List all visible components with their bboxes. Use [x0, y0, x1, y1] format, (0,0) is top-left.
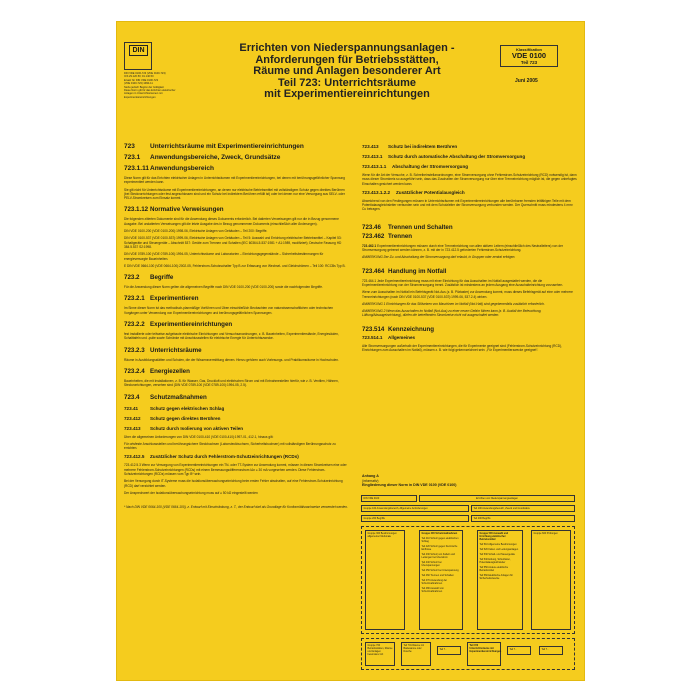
section-heading: [362, 233, 577, 241]
section-title: Handlung im Notfall: [388, 267, 447, 275]
group-box: [477, 530, 523, 630]
diagram-box: Teil 100 Anwendungsbereich, Zweck und Grundsätze: [471, 505, 575, 512]
section-heading: [362, 326, 577, 334]
section-heading: [124, 154, 348, 162]
title-line: Errichten von Niederspannungsanlagen -: [239, 42, 455, 54]
reference: DIN VDE 0789-100 (VDE 0789-100):1994-05, Unterrichtsräume und Laboratorien – Einrichtungsgegenstände – Sicherheitsbestimmungen für energieversorgte Baueinheiten.: [124, 252, 324, 261]
paragraph: [362, 244, 577, 253]
section-heading: [124, 206, 348, 214]
group-item: Teil 530 Schalt- und Steuergeräte: [479, 553, 515, 556]
section-title: Anwendungsbereich: [150, 165, 214, 172]
section-heading: [124, 406, 348, 412]
diagram-box: Errichten von Niederspannungsanlagen: [419, 495, 575, 502]
paragraph: Abweichend von den Festlegungen müssen in Unterrichtsräumen mit Experimentiereinrichtungen alle berührbaren fremden leitfähigen Teile mit dem Potentialausgleichsleiter verbunden sein und mit dem Schutzleiter der Stromversorgung verbunden werden. Der Querschnitt muss mindestens 4 mm² Cu betragen.: [362, 198, 573, 212]
section-number: 723.464: [362, 267, 385, 275]
paragraph: Die folgenden zitierten Dokumente sind für die Anwendung dieses Dokuments erforderlich. Bei datierten Verweisungen gilt nur die in Bezug genommene Ausgabe. Bei undatierten Verweisungen gilt die letzte Ausgabe des in Bezug genommenen Dokuments (einschließlich aller Änderungen).: [124, 217, 339, 226]
section-number: 723.413: [362, 144, 379, 149]
diagram-box: Gruppe 100 Anwendungsbereich, Allgemeine Anforderungen: [361, 505, 469, 512]
section-number: 723.462: [362, 232, 385, 240]
group-box: Gruppe 700 Betriebsstätten, Räume und Anlagen besonderer Art: [365, 642, 395, 666]
issue-date: Juni 2005: [515, 78, 538, 84]
group-title: Gruppe 400 Schutzmaßnahmen: [421, 532, 458, 535]
section-number: 723.412: [124, 415, 141, 421]
reference: E DIN VDE 0664-100 (VDE 0664-100):2002-05, Fehlerstrom-Schutzschalter Typ B zur Erfassung von Wechsel- und Gleichströmen – Teil 100: RCCBs Typ B.: [124, 263, 346, 268]
paragraph: Baueinheiten, die mit Installationen, z. B. für Wasser, Gas, Druckluft und elektrischen Strom und mit Entnahmestellen hierfür, wie z. B. Ventilen, Hähnen, Steckvorrichtungen, versehen sind (DIN VDE 0789-100 (VDE 0789-100):1994-05, 2.5).: [124, 378, 339, 388]
section-heading: [362, 164, 577, 170]
tiny-line: ICS 29.120.50; 91.140.50: [124, 75, 154, 79]
section-title: Begriffe: [150, 274, 174, 282]
group-box: [419, 530, 463, 630]
tiny-line: DIN VDE 0100-723 (VDE 0100-723): [124, 72, 166, 75]
section-number: 723.4: [124, 393, 140, 401]
group-item: Teil 560 Elektrische Anlagen für Sicherheitszwecke: [479, 574, 513, 580]
section-number: 723: [124, 143, 135, 150]
note: ANMERKUNG 2 Wenn das Ausschalten im Notfall (Not-Aus) zu einer neuen Gefahr führen kann (z. B. Ausfall der Beleuchtung, Lüftung/Absaugeinrichtung), dürfen die betreffenden Stromkreise nicht mit ausgeschaltet werden.: [362, 309, 542, 318]
part-box: Teil 7..: [437, 646, 461, 655]
section-number: 723.413: [124, 425, 141, 431]
annex-note: (informativ): [362, 478, 379, 483]
part-box: Teil 7..: [507, 646, 531, 655]
section-title: Schutzmaßnahmen: [150, 393, 207, 401]
group-item: Teil 550 Andere elektrische Betriebsmittel: [479, 566, 509, 572]
classification-part: Teil 723: [520, 60, 538, 65]
annex-heading: [362, 474, 456, 488]
section-heading: [124, 295, 348, 303]
section-number: 723.2.1: [124, 295, 145, 303]
tiny-line: (VDE 0100-723):1990-11: [124, 82, 153, 86]
section-number: 723.2: [124, 274, 140, 282]
section-number: 723.1.12: [124, 206, 149, 214]
document-sheet: [117, 22, 584, 680]
annex-title: Eingliederung dieser Norm in DIN VDE 0100 (VDE 0100): [362, 483, 457, 487]
group-item: Teil 470 Anwendung der Schutzmaßnahmen: [421, 579, 448, 585]
group-item: Teil 510 Allgemeine Bestimmungen: [479, 543, 517, 546]
section-heading: [362, 154, 577, 160]
section-number: 723.41: [124, 405, 139, 411]
note: ANMERKUNG 1 Einrichtungen für das Stillsetzen von Maschinen im Notfall (Not-Halt) sind gegebenenfalls zusätzlich erforderlich.: [362, 301, 545, 306]
group-box: Gruppe 600 Prüfungen: [531, 530, 571, 630]
section-heading: [124, 368, 348, 376]
classification-label: Klassifikation: [515, 47, 542, 52]
tiny-line: Diese Norm gilt für das Errichten elektrischer: [124, 89, 176, 93]
part-box: Teil 7..: [539, 646, 563, 655]
section-number: 723.1.11: [124, 165, 149, 172]
section-title: Anwendungsbereiche, Zweck, Grundsätze: [150, 154, 281, 161]
section-number: 723.514: [362, 325, 385, 333]
section-title: Schutz durch automatische Abschaltung der Stromversorgung: [388, 154, 526, 159]
section-number: 723.2.4: [124, 367, 145, 375]
part-box-highlight: Teil 723 Unterrichtsräume mit Experimentiereinrichtungen: [467, 642, 501, 666]
section-heading: [362, 335, 577, 341]
diagram-box: Gruppe 200 Begriffe: [361, 515, 469, 522]
paragraph: Über die allgemeinen Anforderungen von DIN VDE 0100-410 (VDE 0100-410):1997-01, 412.1, hinaus gilt:: [124, 434, 274, 439]
note: ANMERKUNG Der Zu- und Abschaltung der Stromversorgung darf erlaubt, in Gruppen oder zentral erfolgen.: [362, 255, 516, 260]
section-number: 723.2.2: [124, 321, 145, 329]
section-number: 723.412.5: [124, 454, 145, 460]
diagram-box: DIN VDE 0100: [361, 495, 417, 502]
section-title: Allgemeines: [388, 334, 416, 340]
document-id-block: [124, 72, 194, 99]
section-number: 723.413.1.2.2: [362, 189, 391, 195]
tiny-line: Anlagen in Unterrichtsräumen mit: [124, 92, 163, 96]
section-title: Energiezellen: [150, 367, 190, 375]
paragraph: Bei der Versorgung durch IT-Systeme muss die Isolationsüberwachungseinrichtung beim ersten Fehler abschalten, auf eine Fehlerstrom-Schutzeinrichtung (RCD) darf verzichtet werden.: [124, 479, 343, 488]
group-item: Teil 440 Schutz bei Überspannungen: [421, 561, 442, 567]
annex-label: Anhang A: [362, 474, 379, 478]
section-heading: [362, 190, 577, 196]
group-item: Teil 450 Schutz bei Unterspannung: [421, 569, 459, 572]
group-box: Gruppe 300 Bestimmungen allgemeiner Merkmale: [365, 530, 405, 630]
section-title: Kennzeichnung: [388, 325, 435, 333]
title-line: Räume und Anlagen besonderer Art: [253, 65, 441, 77]
section-title: Unterrichtsräume mit Experimentiereinrichtungen: [150, 143, 304, 150]
paragraph: Diese Norm gilt für das Errichten elektrischer Anlagen in Unterrichtsräumen mit Experimentiereinrichtungen, bei denen mit berührungsgefährlicher Spannung experimentiert werden kann.: [124, 176, 345, 185]
group-item: Teil 420 Schutz gegen thermische Einflüsse: [421, 545, 458, 551]
section-heading: [362, 224, 577, 232]
section-title: Zusätzlicher Potentialausgleich: [396, 189, 465, 195]
paragraph: 723.412.5.3 Wenn zur Versorgung von Experimentiereinrichtungen ein TN- oder TT-System zur Anwendung kommt, müssen in diesen Stromkreisen eine oder mehrere Fehlerstrom-Schutzeinrichtungen (RCDs) mit einem Bemessungsdifferenzstrom IΔn ≤ 30 mA vorgesehen werden. Diese Fehlerstrom-Schutzeinrichtungen (RCDs) müssen vom Typ B* sein.: [124, 463, 347, 477]
paragraph-text: Experimentiereinrichtungen müssen durch eine Trenneinrichtung von allen aktiven Leitern (einschließlich des Neutralleiters) von der Stromversorgung getrennt werden können, z. B. mit der in 723.412.5 geforderten Fehlerstrom-Schutzeinrichtung.: [362, 243, 563, 253]
section-title: Experimentieren: [150, 295, 199, 303]
group-item: Teil 480 Auswahl von Schutzmaßnahmen: [421, 587, 444, 593]
section-heading: [362, 144, 577, 150]
group-item: Teil 430 Schutz von Kabeln und Leitungen bei Überstrom: [421, 553, 455, 559]
paragraph: 723.464.1 Jede Experimentiereinrichtung muss mit einer Einrichtung für das Ausschalten im Notfall ausgestattet werden, die die Experimentiereinrichtung von der Stromversorgung trennt. Zusätzlich ist mindestens an jedem Ausgang eine Ausschalteinrichtung vorzusehen.: [362, 278, 564, 287]
din-logo: DIN: [129, 45, 148, 56]
group-item: Teil 520 Kabel- und Leitungsanlagen: [479, 548, 519, 551]
section-number: 723.46: [362, 223, 381, 231]
tiny-line: Experimentiereinrichtungen: [124, 95, 156, 99]
group-item: Teil 410 Schutz gegen elektrischen Schlag: [421, 537, 459, 543]
group-item: Teil 540 Erdung, Schutzleiter, Potentialausgleichsleiter: [479, 558, 511, 564]
group-item: Teil 460 Trennen und Schalten: [421, 574, 454, 577]
section-heading: [124, 347, 348, 355]
section-heading: [362, 268, 577, 276]
section-heading: [124, 426, 348, 432]
section-title: Schutz gegen direktes Berühren: [150, 415, 221, 421]
din-logo-box: [124, 42, 152, 70]
section-number: 723.413.1: [362, 154, 383, 159]
paragraph: Der Ansprechwert der Isolationsüberwachungseinrichtung muss auf ≥ 50 kΩ eingestellt werden: [124, 490, 258, 495]
section-number: 723.2.3: [124, 346, 145, 354]
section-title: Zusätzlicher Schutz durch Fehlerstrom-Schutzeinrichtungen (RCDs): [150, 454, 299, 460]
classification-box: [500, 45, 558, 67]
section-title: Schutz bei indirektem Berühren: [388, 144, 458, 149]
reference: DIN VDE 0100-537 (VDE 0100-537):1999-06, Elektrische Anlagen von Gebäuden – Teil 5: Auswahl und Errichtung elektrischer Betriebsmittel – Kapitel 53: Schaltgeräte und Steuergeräte – Abschnitt 537: Geräte zum Trennen und Schalten (IEC 60364-5-537:1981 + A1:1989, modifiziert); Deutsche Fassung HD 384.5.537 S2:1998.: [124, 236, 342, 249]
section-title: Schutz gegen elektrischen Schlag: [150, 405, 225, 411]
document-title: [207, 43, 487, 101]
section-title: Normative Verweisungen: [150, 206, 224, 214]
structure-diagram: [361, 495, 577, 679]
paragraph: Für ortsfeste Anschlussstellen und berührungsichere Steckbuchsen (Laborsteckbuchsen, Sicherheitsbuchsen) mit vollständigem Berührungsschutz zu errichten.: [124, 441, 336, 451]
paragraph-number: 723.462.1: [362, 243, 377, 248]
section-heading: [124, 394, 348, 402]
section-heading: [124, 321, 348, 329]
section-title: Trennen und Schalten: [388, 223, 453, 231]
paragraph: Im Sinne dieser Norm ist das methodisch-planmäßige Vorführen und Üben einschließlich Beobachten von naturwissenschaftlichen oder technischen Vorgängen unter Verwendung von Experimentiereinrichtungen und berührungsgefährlichen Spannungen.: [124, 306, 334, 315]
tiny-line: Ersatz für DIN VDE 0100-723: [124, 78, 159, 82]
title-line: Teil 723: Unterrichtsräume: [278, 76, 416, 89]
group-title: Gruppe 500 Auswahl und Errichtung elektrischer Betriebsmittel: [479, 532, 509, 541]
section-number: 723.1: [124, 154, 141, 161]
section-title: Abschaltung der Stromversorgung: [392, 164, 469, 169]
paragraph: Für die Anwendung dieser Norm gelten die allgemeinen Begriffe nach DIN VDE 0100-200 (VDE 0100-200) sowie die nachfolgenden Begriffe.: [124, 285, 323, 290]
section-heading: [124, 416, 348, 422]
title-line: Anforderungen für Betriebsstätten,: [255, 53, 439, 66]
section-heading: [124, 143, 348, 151]
section-number: 723.413.1.1: [362, 164, 387, 169]
left-column: [124, 140, 348, 510]
paragraph: Sie gilt nicht für Unterrichtsräume mit Experimentiereinrichtungen, an denen nur elektrische Betriebsmittel mit vollständigem Schutz gegen direktes Berühren (bei Steckvorrichtungen oder fest angeschlossen sind und ein Schutz bei indirektem Berühren erfüllt ist) oder bei denen nur eine Versorgung aus SELV- oder PELV-Stromkreisen zum Einsatz kommt.: [124, 187, 345, 201]
section-heading: [124, 454, 348, 460]
part-box: Teil 701 Räume mit Badewanne oder Dusche: [401, 642, 431, 666]
paragraph: Wenn zum Ausschalten im Notfall ein Befehlsgerät Not-Aus (z. B. Pilztaster) zur Anwendung kommt, muss dieses Befehlsgerät auf eine oder mehrere Trenneinrichtungen (nach DIN VDE 0100-537 (VDE 0100-537):1999-06, 537.2.4) wirken.: [362, 290, 573, 299]
classification-code: VDE 0100: [511, 51, 547, 60]
reference: DIN VDE 0100-200 (VDE 0100-200):1998-06, Elektrische Anlagen von Gebäuden – Teil 200: Begriffe.: [124, 229, 268, 234]
section-title: Schutz durch Isolierung von aktiven Teilen: [150, 425, 244, 431]
section-heading: [124, 165, 348, 173]
title-line: mit Experimentiereinrichtungen: [264, 88, 430, 100]
footnote: * Nach DIN VDE 0664-100 (VDE 0664-100), z. Entwurf mit Einschränkung, z. T., der Entwurf darf als Grundlage für Konformitätsnachweise verwendet werden.: [124, 505, 348, 510]
section-heading: [124, 274, 348, 282]
paragraph: Wenn für die Art der Versuche, z. B. Schreibeinstellanordnungen, eine Stromversorgung ohne Fehlerstrom-Schutzeinrichtung (RCD) notwendig ist, dann muss dieser Stromkreis so ausgeführt sein, dass das Zuschalten der Stromversorgung nur über eine Trenneinrichtung möglich ist, die gegen unbefugtes Einschalten gesichert werden kann.: [362, 173, 577, 186]
section-number: 723.514.1: [362, 334, 383, 340]
tiny-line: Siehe jedoch Beginn der Gültigkeit: [124, 85, 164, 89]
diagram-box: Teil 200 Begriffe: [471, 515, 575, 522]
paragraph: fest installierte oder teilweise aufgebaute elektrische Einrichtungen und Versuchsanordnungen, z. B. Baueinheiten, Experimentierstände, Energiesäulen, Schalttafeln und -pulte sowie Schränke mit Anschlussstellen für elektrische Energie für Unterrichtszwecke.: [124, 332, 339, 341]
section-title: Trennen: [388, 232, 413, 240]
right-column: [362, 140, 577, 352]
section-title: Experimentiereinrichtungen: [150, 321, 233, 329]
paragraph: Alle Stromversorgungen außerhalb der Experimentiereinrichtungen, die für Experimente geeignet sind (Fehlerstrom-Schutzeinrichtung (RCD), Einrichtungen zum Ausschalten im Notfall), müssen z. B. wie folgt gekennzeichnet sein: „Für Experimentierzwecke geeignet“.: [362, 343, 563, 353]
section-title: Unterrichtsräume: [150, 346, 202, 354]
paragraph: Räume in Ausbildungsstätten und Schulen, die der Wissensvermittlung dienen. Hierzu gehören auch Vorlesungs- und Praktikumsräume in Hochschulen.: [124, 357, 339, 362]
